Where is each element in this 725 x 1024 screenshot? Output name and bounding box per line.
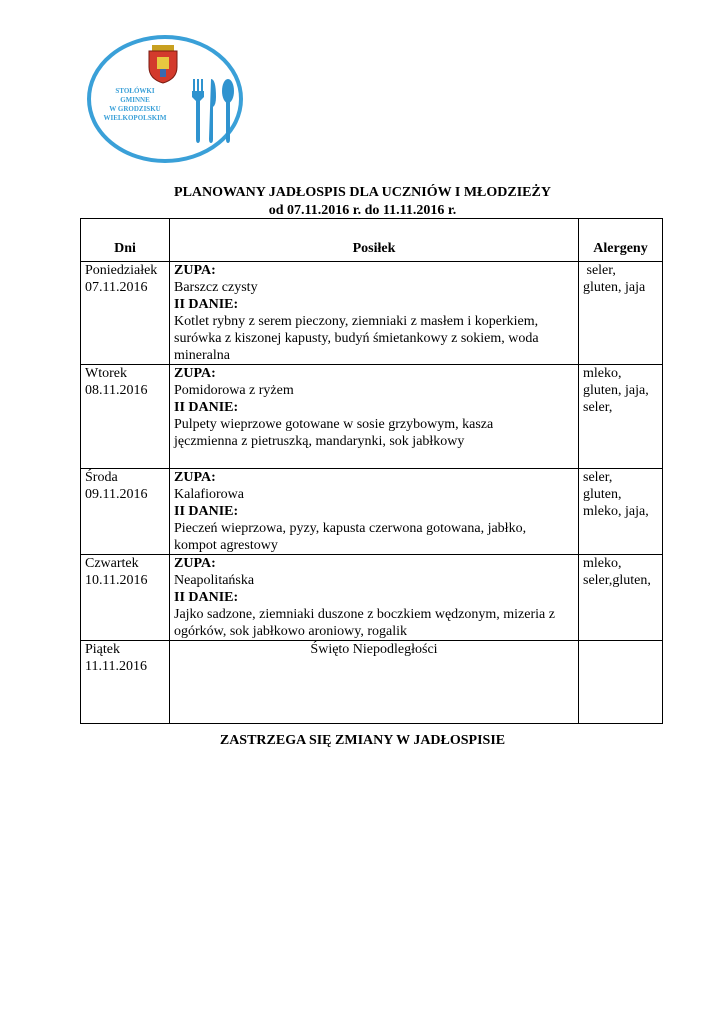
soup-name: Pomidorowa z ryżem [174,383,294,398]
allergen-line: mleko, jaja, [583,504,649,519]
day-cell [81,555,170,641]
day-name: Czwartek [85,556,139,571]
day-date: 07.11.2016 [85,280,148,295]
day-cell [81,641,170,724]
coat-of-arms-icon [149,45,177,83]
logo-text-line-3: W GRODZISKU [109,105,161,113]
main-course-line: surówka z kiszonej kapusty, budyń śmietankowy z sokiem, woda [174,331,539,346]
disclaimer: ZASTRZEGA SIĘ ZMIANY W JADŁOSPISIE [219,733,506,748]
main-course-label: II DANIE: [174,504,239,519]
main-course-line: kompot agrestowy [174,538,278,553]
day-name: Poniedziałek [85,263,158,278]
main-course-label: II DANIE: [174,297,239,312]
cutlery-icon [192,79,234,143]
canteen-logo [85,33,245,165]
day-cell [81,262,170,365]
allergen-line: seler,gluten, [583,573,651,588]
logo-text-line-2: GMINNE [120,96,150,104]
day-date: 10.11.2016 [85,573,148,588]
allergens-cell [579,365,663,469]
soup-label: ZUPA: [174,470,216,485]
allergen-line: seler, [583,470,613,485]
table-header-row [81,219,663,262]
allergen-line: mleko, [583,556,622,571]
main-course-line: Kotlet rybny z serem pieczony, ziemniaki z masłem i koperkiem, [174,314,539,329]
soup-label: ZUPA: [174,263,216,278]
soup-name: Kalafiorowa [174,487,244,502]
day-name: Wtorek [85,366,127,381]
day-date: 09.11.2016 [85,487,148,502]
header-allergens: Alergeny [579,219,663,262]
day-cell [81,365,170,469]
allergens-cell [579,555,663,641]
logo-text-line-1: STOŁÓWKI [115,87,155,95]
main-course-line: ogórków, sok jabłkowo aroniowy, rogalik [174,624,408,639]
meal-cell [170,469,579,555]
day-name: Środa [85,470,118,485]
table-row [81,641,663,724]
day-date: 08.11.2016 [85,383,148,398]
allergen-line: seler, [583,263,616,278]
meal-cell [170,365,579,469]
soup-name: Barszcz czysty [174,280,258,295]
day-cell [81,469,170,555]
allergens-cell [579,262,663,365]
allergen-line: seler, [583,400,613,415]
table-row [81,365,663,469]
soup-label: ZUPA: [174,556,216,571]
menu-table [80,218,663,724]
main-course-label: II DANIE: [174,400,239,415]
soup-label: ZUPA: [174,366,216,381]
table-row [81,469,663,555]
day-date: 11.11.2016 [85,659,147,674]
allergen-line: gluten, [583,487,622,502]
logo-text-line-4: WIELKOPOLSKIM [103,114,167,122]
allergens-cell [579,469,663,555]
main-course-line: Pulpety wieprzowe gotowane w sosie grzybowym, kasza [174,417,494,432]
main-course-line: jęczmienna z pietruszką, mandarynki, sok jabłkowy [174,434,465,449]
allergens-cell [579,641,663,724]
main-course-line: Pieczeń wieprzowa, pyzy, kapusta czerwona gotowana, jabłko, [174,521,527,536]
soup-name: Neapolitańska [174,573,255,588]
allergen-line: gluten, jaja [583,280,646,295]
main-course-line: mineralna [174,348,230,363]
main-course-label: II DANIE: [174,590,239,605]
table-row [81,555,663,641]
meal-cell [170,555,579,641]
header-day: Dni [81,219,170,262]
main-course-line: Jajko sadzone, ziemniaki duszone z boczkiem wędzonym, mizeria z [174,607,555,622]
date-range: od 07.11.2016 r. do 11.11.2016 r. [268,203,457,218]
meal-cell [170,262,579,365]
day-name: Piątek [85,642,120,657]
table-row [81,262,663,365]
page-title: PLANOWANY JADŁOSPIS DLA UCZNIÓW I MŁODZIEŻY [174,185,551,200]
header-meal: Posiłek [170,219,579,262]
holiday-cell: Święto Niepodległości [170,641,579,724]
allergen-line: gluten, jaja, [583,383,649,398]
allergen-line: mleko, [583,366,622,381]
